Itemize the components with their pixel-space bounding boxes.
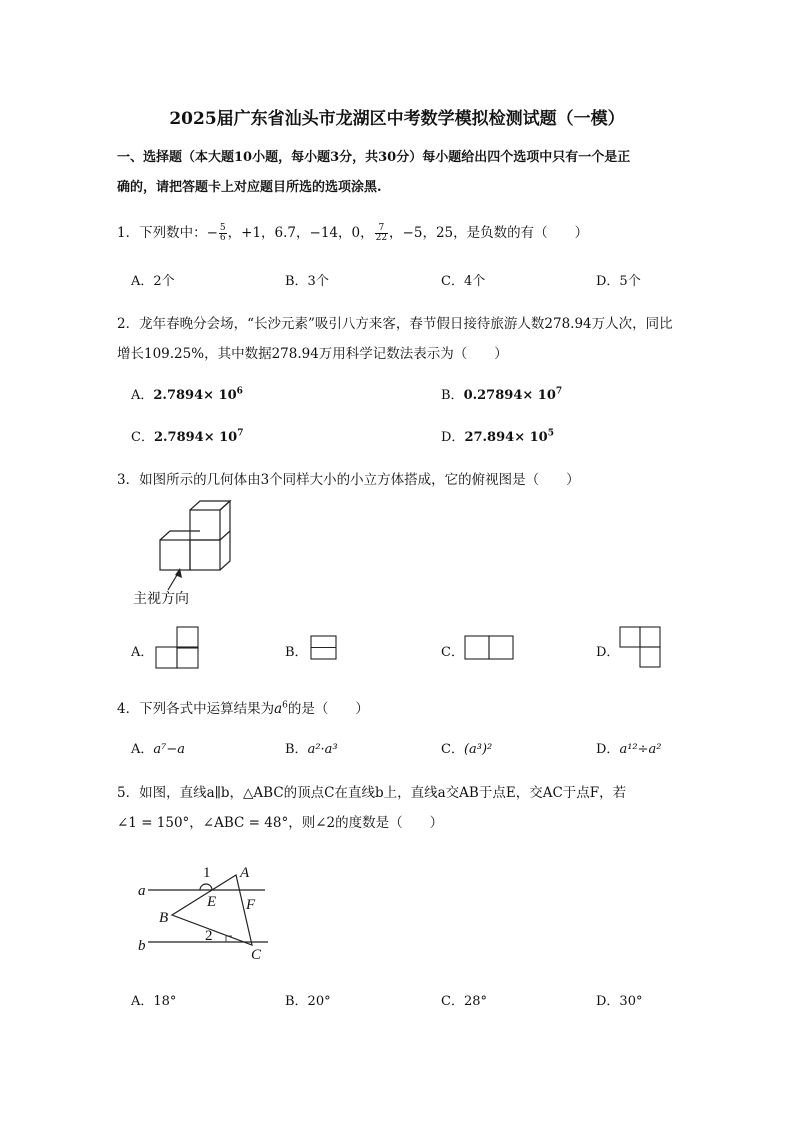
q3-option-a-label[interactable]: A． <box>131 645 154 660</box>
q2-option-c[interactable] <box>131 426 243 445</box>
cube-upper-top <box>190 501 230 510</box>
label-a: a <box>138 883 146 899</box>
question-4 <box>117 697 369 717</box>
question-1 <box>117 221 588 243</box>
page-title: 2025届广东省汕头市龙湖区中考数学模拟检测试题（一模） <box>169 109 625 129</box>
q3-option-b-label[interactable]: B． <box>285 645 308 660</box>
q4-option-c[interactable] <box>441 738 492 757</box>
q3-option-c-figure[interactable] <box>464 635 516 661</box>
question-2-line2: 增长109.25%，其中数据278.94万用科学记数法表示为（ ） <box>117 346 508 362</box>
q1-option-c[interactable]: C．4个 <box>441 274 486 289</box>
q2-option-a-label: A． <box>131 388 154 403</box>
q2-option-a-exp: 6 <box>236 386 243 397</box>
cube-left-top <box>160 531 200 540</box>
question-3: 3．如图所示的几何体由3个同样大小的小立方体搭成，它的俯视图是（ ） <box>117 472 580 488</box>
q1-option-d[interactable]: D．5个 <box>596 274 641 289</box>
q2-option-c-base: 2.7894× 10 <box>153 430 238 445</box>
q3-figure-caption: 主视方向 <box>133 591 189 607</box>
q4-prefix: 4．下列各式中运算结果为 <box>117 701 275 717</box>
q2-option-a-base: 2.7894× 10 <box>153 388 237 403</box>
q2-option-c-label: C． <box>131 430 154 445</box>
q1-frac1-num: 5 <box>219 223 226 233</box>
q1-middle: ，+1，6.7，−14，0， <box>227 225 374 241</box>
q3-option-d-figure[interactable] <box>619 626 663 670</box>
cube-upper-front <box>190 510 220 540</box>
q4-option-c-label: C． <box>441 742 464 757</box>
cube-right-front <box>190 540 220 570</box>
q5-geometry-figure <box>130 855 280 970</box>
label-F: F <box>246 897 256 913</box>
q1-option-b[interactable]: B．3个 <box>285 274 329 289</box>
question-5-line2: ∠1 = 150°，∠ABC = 48°，则∠2的度数是（ ） <box>117 815 444 831</box>
q4-option-a-label: A． <box>131 742 154 757</box>
label-2: 2 <box>205 928 213 944</box>
q2-option-c-exp: 7 <box>237 428 244 439</box>
q5-option-c[interactable]: C．28° <box>441 994 487 1009</box>
question-5-line1: 5．如图，直线a∥b，△ABC的顶点C在直线b上，直线a交AB于点E，交AC于点F，若 <box>117 785 627 801</box>
angle-1-arc <box>200 884 212 890</box>
label-A: A <box>240 865 250 881</box>
q3-option-c-label[interactable]: C． <box>441 645 464 660</box>
q4-option-d-expr: a¹²÷a² <box>619 742 662 757</box>
q2-option-b[interactable] <box>441 384 562 403</box>
q4-option-b-label: B． <box>285 742 308 757</box>
q2-option-d[interactable] <box>441 426 554 445</box>
q4-option-a[interactable] <box>131 738 185 757</box>
q2-option-d-label: D． <box>441 430 465 445</box>
q1-fraction-2 <box>375 224 388 243</box>
q2-option-b-exp: 7 <box>555 386 563 397</box>
question-2-line1: 2．龙年春晚分会场，“长沙元素”吸引八方来客，春节假日接待旅游人数278.94万人次，同比 <box>117 316 673 332</box>
q5-option-b[interactable]: B．20° <box>285 994 331 1009</box>
q3-option-b-figure[interactable] <box>310 635 338 661</box>
q4-option-b[interactable] <box>285 738 338 757</box>
q2-option-b-base: 0.27894× 10 <box>463 388 556 403</box>
q4-suffix: 的是（ ） <box>287 701 369 717</box>
q1-prefix: 1．下列数中：− <box>117 225 218 241</box>
q1-frac1-den: 6 <box>219 233 226 243</box>
q1-option-a[interactable]: A．2个 <box>131 274 175 289</box>
section-header-line1: 一、选择题（本大题10小题，每小题3分，共30分）每小题给出四个选项中只有一个是正 <box>117 150 631 165</box>
q3-option-d-label[interactable]: D． <box>596 645 620 660</box>
label-1: 1 <box>203 865 211 881</box>
cube-side-edge <box>220 531 230 540</box>
label-B: B <box>159 910 169 926</box>
q5-option-d[interactable]: D．30° <box>596 994 643 1009</box>
q4-option-d[interactable] <box>596 738 661 757</box>
q1-frac2-den: 22 <box>375 233 388 243</box>
q4-var: a <box>274 701 283 717</box>
q3-cubes-figure <box>150 500 240 590</box>
q2-option-d-base: 27.894× 10 <box>464 430 548 445</box>
q4-option-a-expr: a⁷−a <box>153 742 185 757</box>
q1-frac2-num: 7 <box>375 224 388 234</box>
label-E: E <box>207 894 217 910</box>
q1-suffix: ，−5，25，是负数的有（ ） <box>389 225 589 241</box>
label-b: b <box>138 938 146 954</box>
q2-option-b-label: B． <box>441 388 464 403</box>
cube-left-front <box>160 540 190 570</box>
q4-option-c-expr: (a³)² <box>463 742 493 757</box>
q4-option-b-expr: a²·a³ <box>307 742 338 757</box>
q4-option-d-label: D． <box>596 742 620 757</box>
q4-exp: 6 <box>282 700 288 711</box>
q2-option-d-exp: 5 <box>547 428 554 439</box>
section-header-line2: 确的，请把答题卡上对应题目所选的选项涂黑. <box>117 180 382 195</box>
q3-option-a-figure[interactable] <box>156 626 200 670</box>
q5-option-a[interactable]: A．18° <box>131 994 177 1009</box>
q1-fraction-1 <box>219 224 227 243</box>
q2-option-a[interactable] <box>131 384 243 403</box>
label-C: C <box>251 947 262 963</box>
